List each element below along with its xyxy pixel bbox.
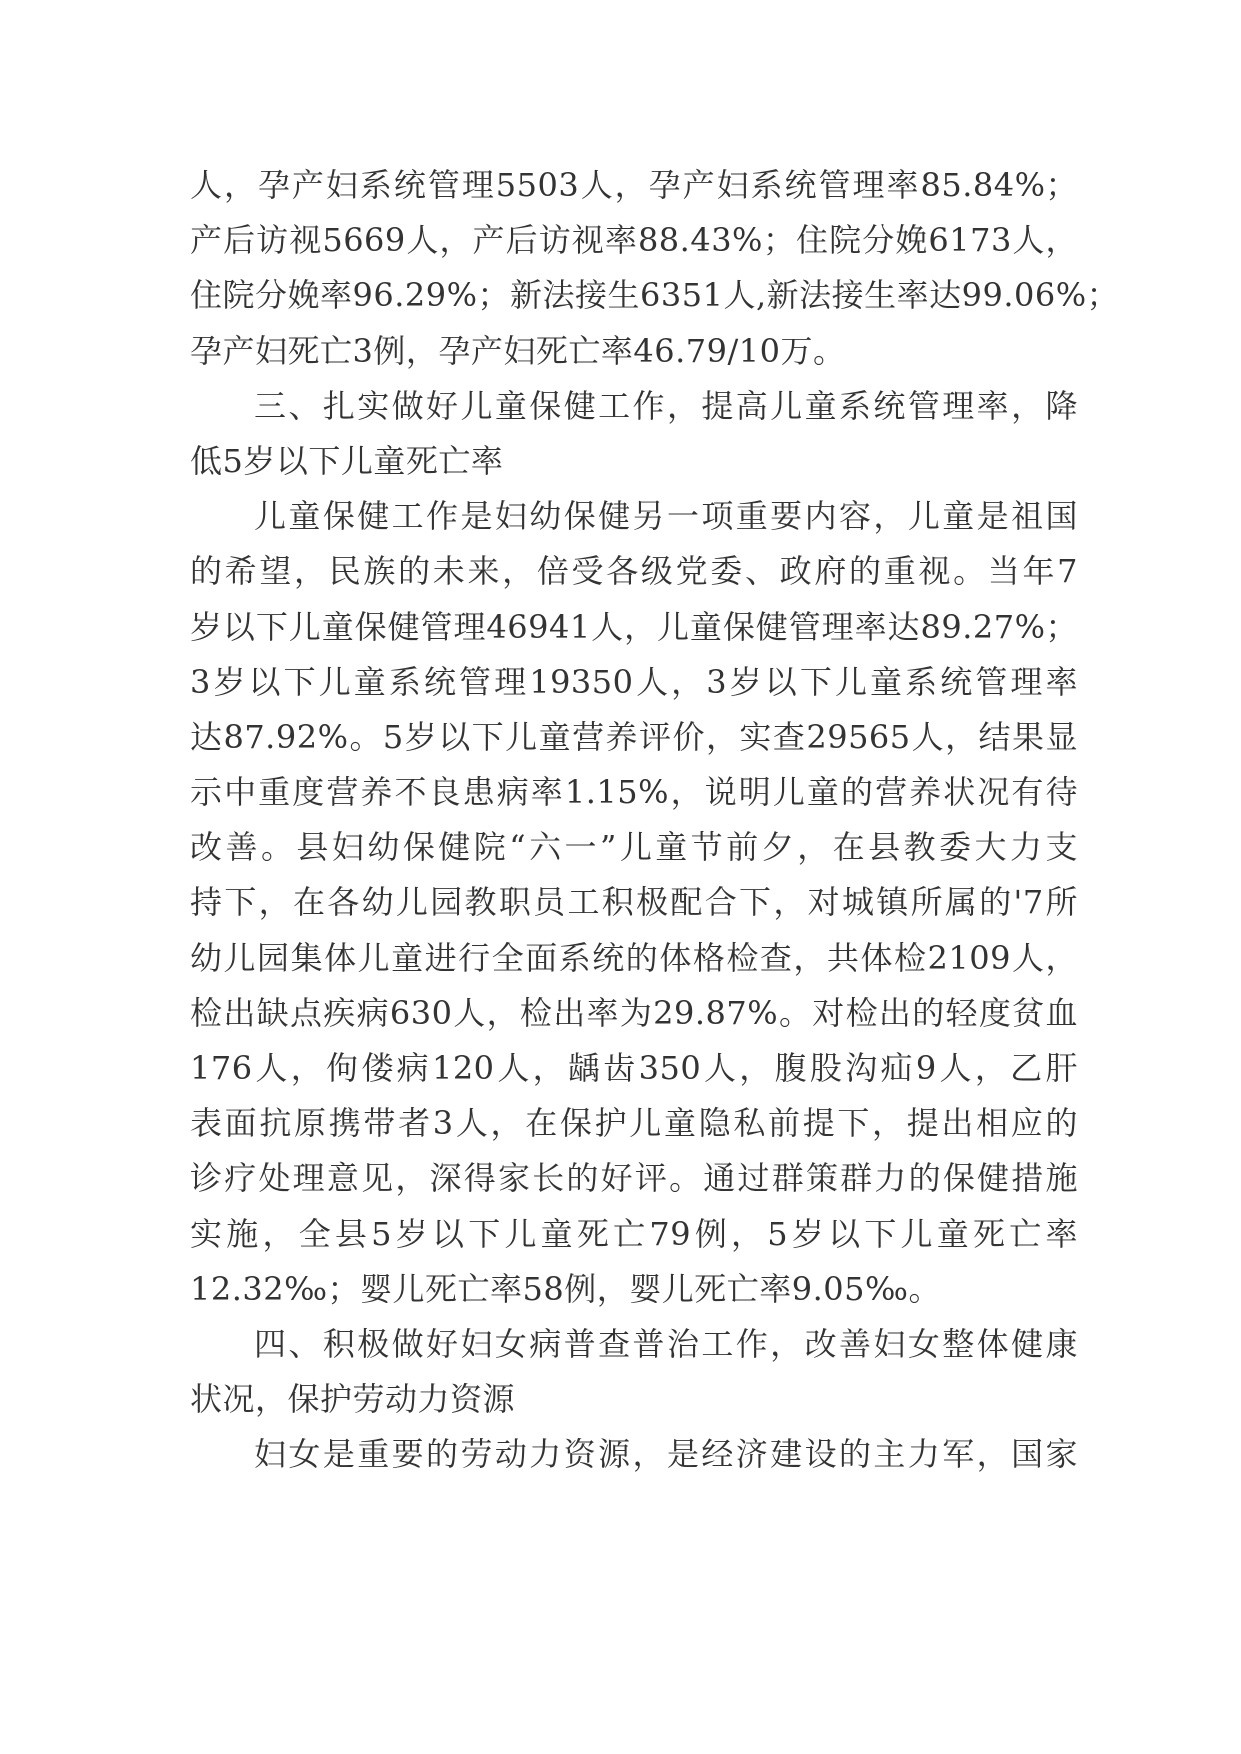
text-line: 检出缺点疾病630人，检出率为29.87%。对检出的轻度贫血	[190, 993, 1078, 1032]
text-line: 诊疗处理意见，深得家长的好评。通过群策群力的保健措施	[190, 1159, 1078, 1198]
text-line: 176人，佝偻病120人，龋齿350人，腹股沟疝9人，乙肝	[190, 1049, 1078, 1087]
text-line: 产后访视5669人，产后访视率88.43%；住院分娩6173人，	[190, 221, 1078, 260]
text-line: 改善。县妇幼保健院“六一”儿童节前夕，在县教委大力支	[190, 828, 1078, 867]
text-line: 人，孕产妇系统管理5503人，孕产妇系统管理率85.84%；	[190, 166, 1078, 204]
text-line: 示中重度营养不良患病率1.15%，说明儿童的营养状况有待	[190, 773, 1078, 812]
section-heading-line: 状况，保护劳动力资源	[190, 1380, 516, 1419]
text-line: 达87.92%。5岁以下儿童营养评价，实查29565人，结果显	[190, 717, 1078, 756]
text-line: 的希望，民族的未来，倍受各级党委、政府的重视。当年7	[190, 552, 1078, 591]
text-line: 儿童保健工作是妇幼保健另一项重要内容，儿童是祖国	[254, 497, 1078, 536]
document-body	[190, 158, 1120, 1483]
section-heading-line: 三、扎实做好儿童保健工作，提高儿童系统管理率，降	[254, 386, 1078, 425]
text-line: 实施，全县5岁以下儿童死亡79例，5岁以下儿童死亡率	[190, 1214, 1078, 1253]
text-line: 12.32‰；婴儿死亡率58例，婴儿死亡率9.05‰。	[190, 1269, 941, 1308]
text-line: 持下，在各幼儿园教职员工积极配合下，对城镇所属的'7所	[190, 883, 1078, 922]
text-line: 表面抗原携带者3人，在保护儿童隐私前提下，提出相应的	[190, 1104, 1078, 1143]
section-heading-line: 低5岁以下儿童死亡率	[190, 441, 504, 480]
text-line: 孕产妇死亡3例，孕产妇死亡率46.79/10万。	[190, 331, 846, 370]
text-line: 妇女是重要的劳动力资源，是经济建设的主力军，国家	[254, 1435, 1078, 1474]
text-line: 住院分娩率96.29%；新法接生6351人,新法接生率达99.06%；	[190, 276, 1120, 315]
text-line: 岁以下儿童保健管理46941人，儿童保健管理率达89.27%；	[190, 607, 1078, 646]
text-line: 3岁以下儿童系统管理19350人，3岁以下儿童系统管理率	[190, 662, 1078, 701]
text-line: 幼儿园集体儿童进行全面系统的体格检查，共体检2109人，	[190, 938, 1078, 977]
section-heading-line: 四、积极做好妇女病普查普治工作，改善妇女整体健康	[254, 1324, 1078, 1363]
